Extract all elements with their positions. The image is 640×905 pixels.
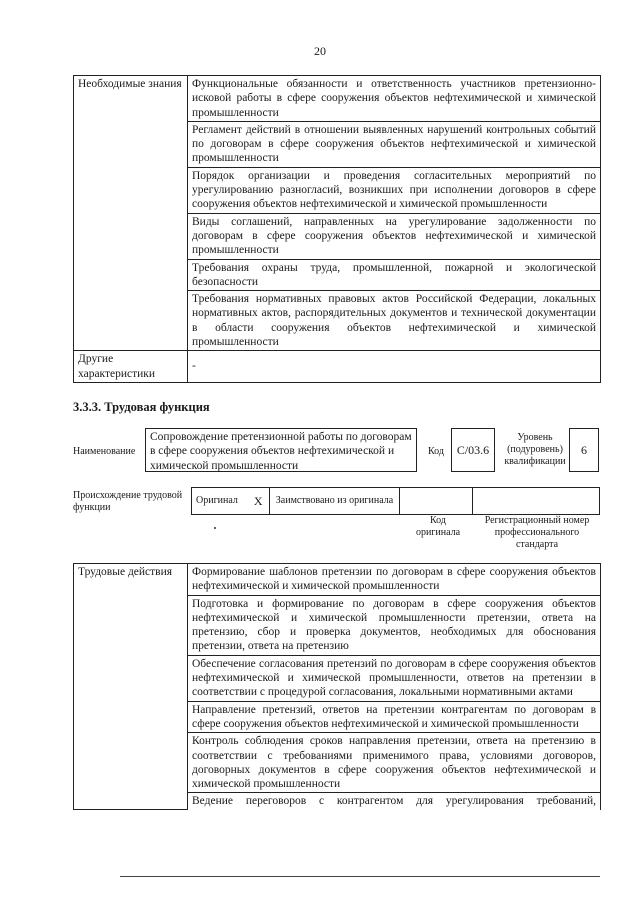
function-code-value: C/03.6 [456,442,490,457]
reg-number-cell [473,488,600,515]
qualification-level-value: 6 [581,442,587,457]
other-characteristics-label: Другие характеристики [74,351,188,383]
original-label: Оригинал [192,488,248,515]
action-item: Ведение переговоров с контрагентом для урегулирования требований, [188,793,601,810]
action-item: Формирование шаблонов претензии по договорам в сфере сооружения объектов нефтехимической и химической промышленности [188,564,601,596]
labor-actions-label: Трудовые действия [74,564,188,810]
knowledge-item: Требования охраны труда, промышленной, пожарной и экологической безопасности [188,259,601,291]
original-code-cell [400,488,473,515]
table-row [74,351,601,383]
original-code-label: Код оригинала [415,515,461,538]
qualification-level-label: Уровень (подуровень) квалификации [504,432,566,467]
page-number: 20 [314,44,326,58]
table-row [74,564,601,596]
footer-line [120,876,600,877]
qualification-level-box [569,428,599,472]
action-item: Контроль соблюдения сроков направления претензии, ответа на претензию в соответствии с требованиями применимого права, условиями договоров, договорных документов в сфере сооружения объектов нефтехимической и химической промышленности [188,733,601,793]
table-row [74,76,601,122]
table-row [192,488,600,515]
stray-dot [214,527,216,529]
section-heading: 3.3.3. Трудовая функция [73,400,210,414]
action-item: Подготовка и формирование по договорам в сфере сооружения объектов нефтехимической и химической промышленности претензии, ответа на претензию, сбор и проверка документов, необходимых для обоснования претензии, ответа на претензию [188,595,601,655]
actions-table [73,563,601,810]
knowledge-item: Регламент действий в отношении выявленных нарушений контрольных событий по договорам в сфере сооружения объектов нефтехимической и химической промышленности [188,121,601,167]
original-mark: X [248,488,270,515]
function-code-label: Код [428,446,444,457]
function-origin-label: Происхождение трудовой функции [73,490,183,513]
function-name-box: Сопровождение претензионной работы по договорам в сфере сооружения объектов нефтехимической и химической промышленности [145,428,417,472]
origin-table [191,487,600,515]
reg-number-label: Регистрационный номер профессионального стандарта [484,515,590,550]
required-knowledge-label: Необходимые знания [74,76,188,351]
knowledge-item: Требования нормативных правовых актов Российской Федерации, локальных нормативных актов, распорядительных документов и технической документации в области сооружения объектов нефтехимической и химической промышленности [188,291,601,351]
action-item: Направление претензий, ответов на претензии контрагентам по договорам в сфере сооружения объектов нефтехимической и химической промышленности [188,701,601,733]
function-name-label: Наименование [73,446,136,457]
action-item: Обеспечение согласования претензий по договорам в сфере сооружения объектов нефтехимической и химической промышленности, ответов на претензии в соответствии с процедурой согласования, локальными нормативными актами [188,655,601,701]
borrowed-label: Заимствовано из оригинала [270,488,400,515]
knowledge-item: Порядок организации и проведения согласительных мероприятий по урегулированию разногласий, возникших при исполнении договоров в сфере сооружения объектов нефтехимической и химической промышленности [188,167,601,213]
knowledge-item: Функциональные обязанности и ответственность участников претензионно-исковой работы в сфере сооружения объектов нефтехимической и химической промышленности [188,76,601,122]
knowledge-item: Виды соглашений, направленных на урегулирование задолженности по договорам в сфере сооружения объектов нефтехимической и химической промышленности [188,213,601,259]
function-code-box [451,428,495,472]
knowledge-table [73,75,601,383]
other-characteristics-value: - [188,351,601,383]
